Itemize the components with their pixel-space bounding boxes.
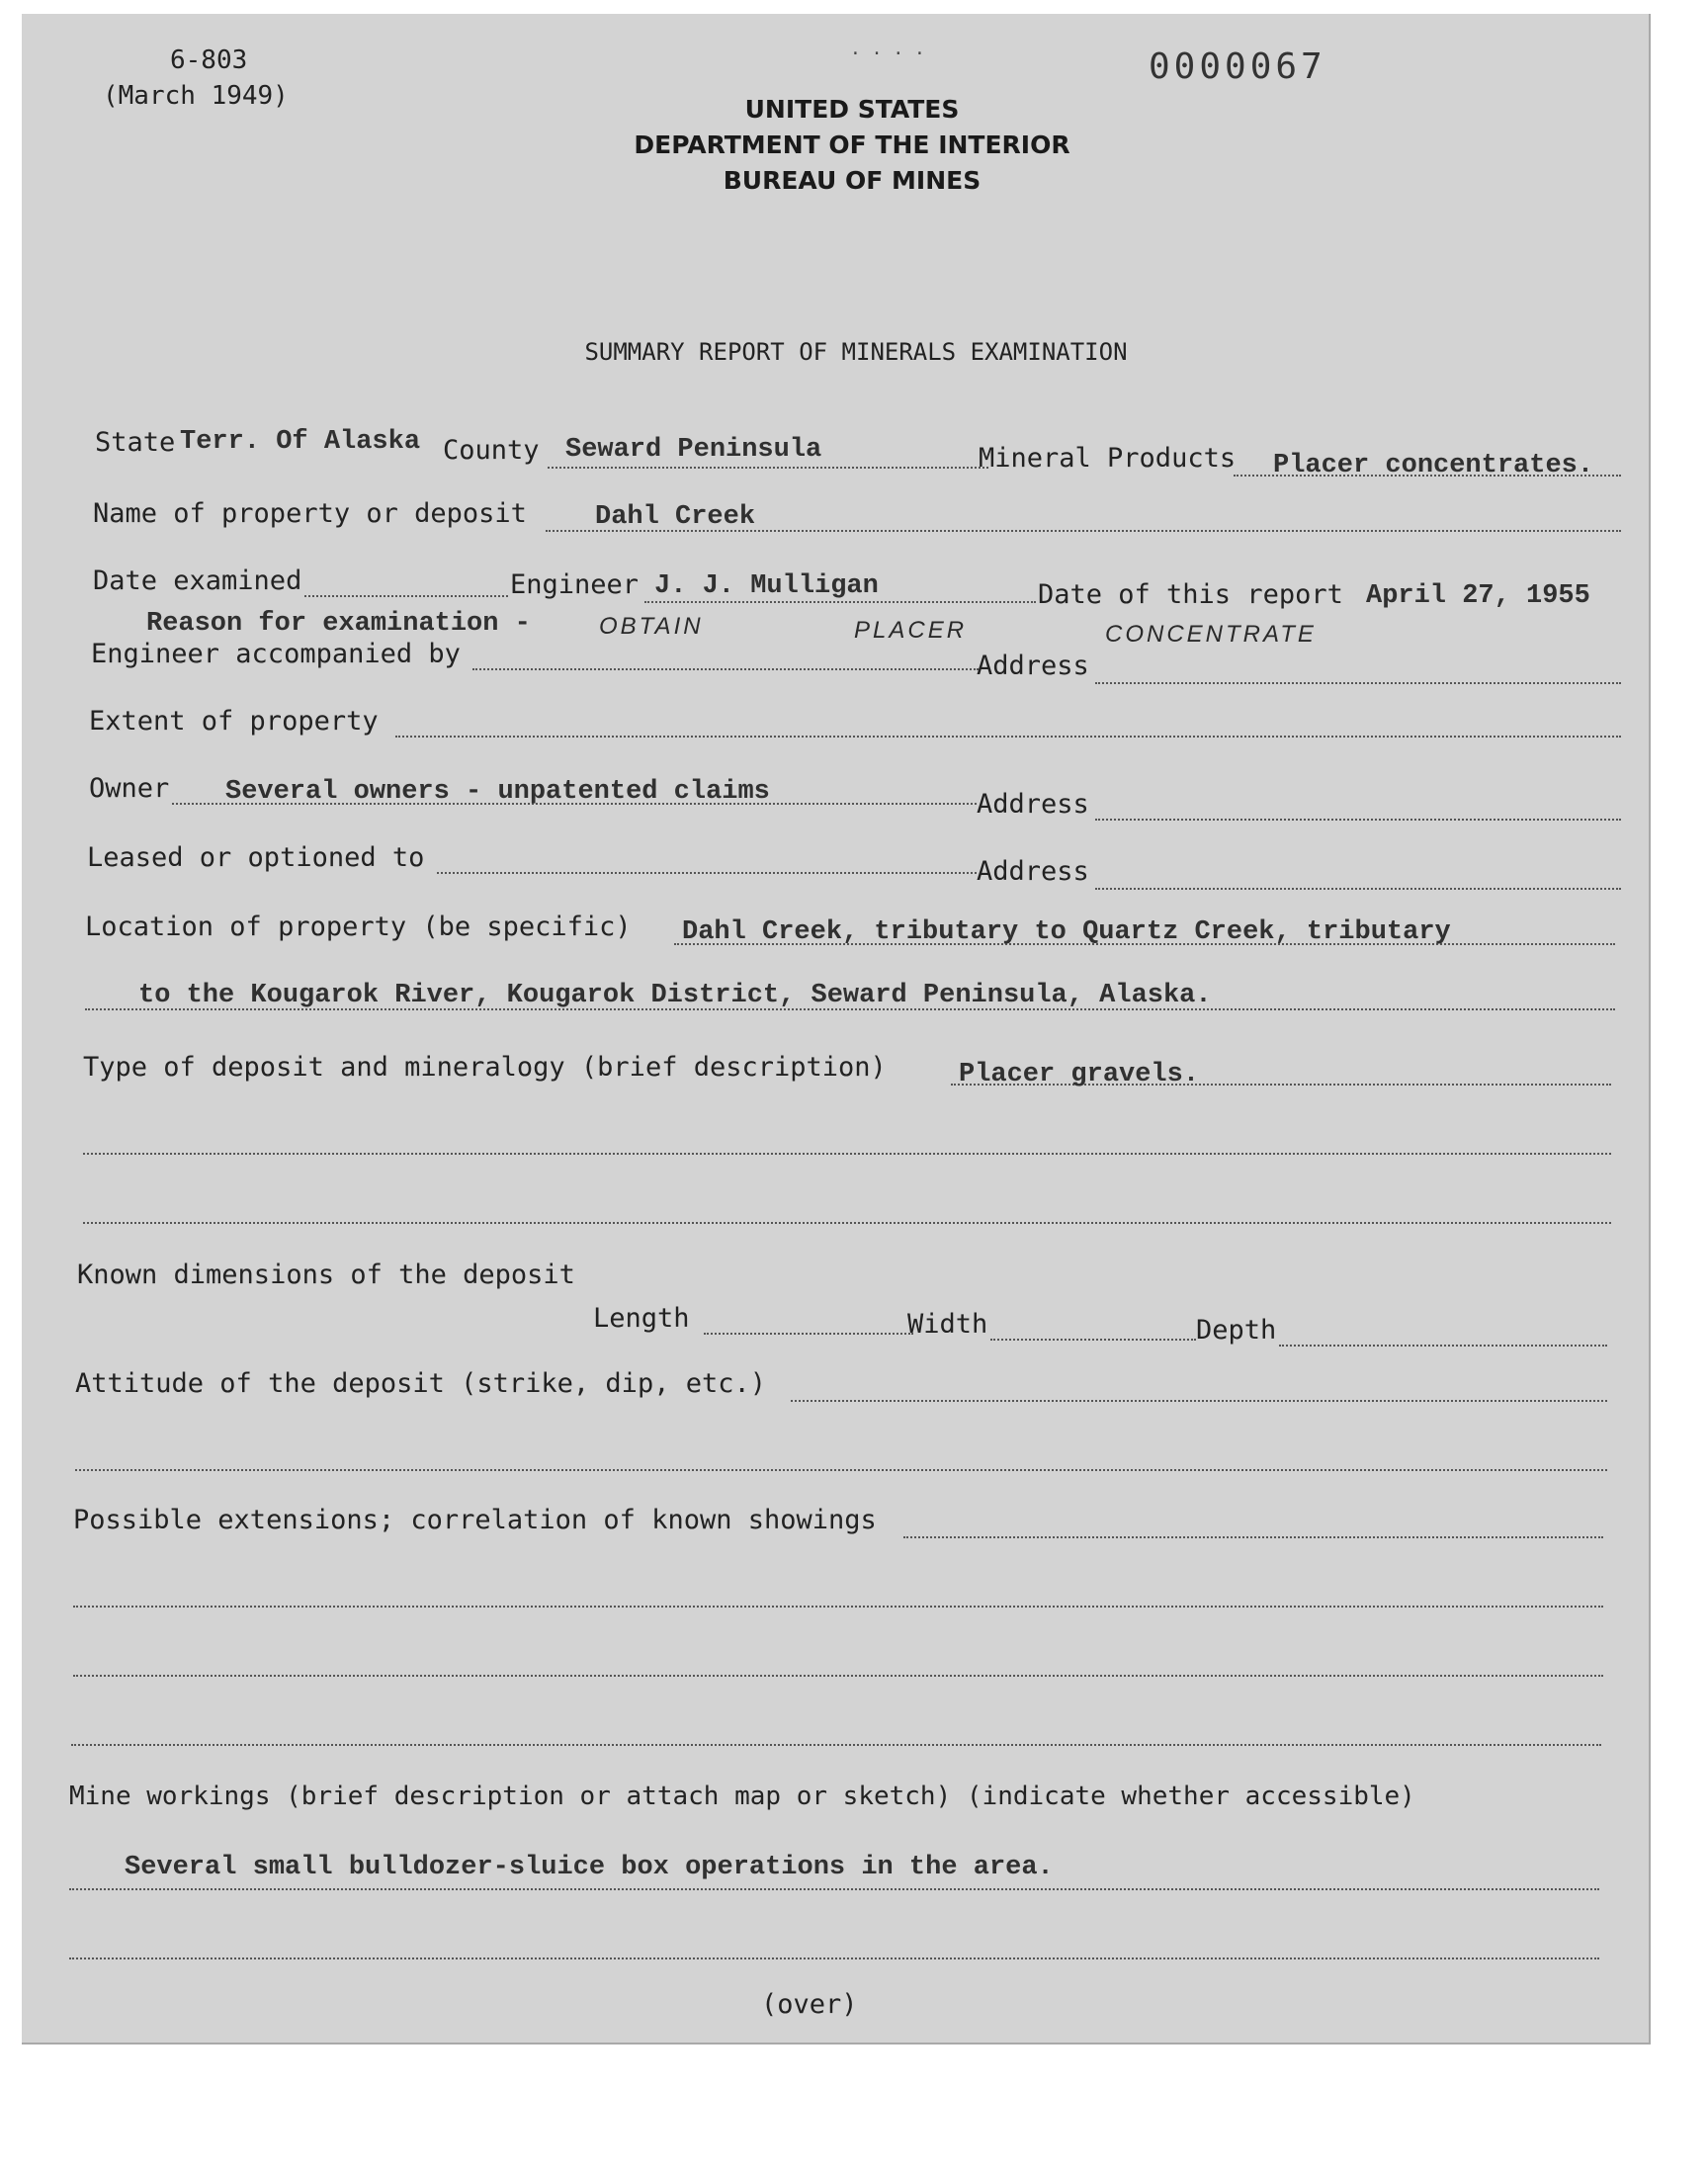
extensions-label: Possible extensions; correlation of known showings	[73, 1505, 877, 1535]
agency-line-1: UNITED STATES	[744, 95, 960, 124]
accompanied-address-label: Address	[977, 651, 1089, 681]
accompanied-address-line	[1095, 682, 1621, 684]
reason-label: Reason for examination -	[146, 609, 531, 639]
leased-address-line	[1095, 888, 1621, 890]
date-examined-label: Date examined	[93, 566, 302, 596]
type-line-2	[83, 1153, 1611, 1155]
form-number: 6-803	[170, 45, 248, 75]
attitude-label: Attitude of the deposit (strike, dip, etc.)	[75, 1368, 766, 1399]
engineer-label: Engineer	[510, 569, 640, 600]
agency-line-2: DEPARTMENT OF THE INTERIOR	[634, 130, 1070, 159]
leased-address-label: Address	[977, 856, 1089, 887]
depth-line	[1279, 1345, 1607, 1347]
workings-line-2	[69, 1958, 1599, 1959]
property-value: Dahl Creek	[595, 502, 756, 532]
location-value-2: to the Kougarok River, Kougarok District, Seward Peninsula, Alaska.	[138, 981, 1212, 1010]
leased-line	[437, 872, 977, 874]
type-value: Placer gravels.	[959, 1060, 1200, 1089]
reason-hand-2: PLACER	[854, 617, 968, 644]
property-label: Name of property or deposit	[93, 498, 527, 529]
extent-line	[395, 736, 1621, 738]
accompanied-label: Engineer accompanied by	[91, 639, 461, 669]
extent-label: Extent of property	[89, 706, 379, 737]
county-line	[548, 467, 988, 469]
footer-over: (over)	[761, 1989, 858, 2020]
extensions-line-4	[71, 1744, 1601, 1746]
location-label: Location of property (be specific)	[85, 912, 632, 942]
stray-marks: · · · ·	[850, 44, 925, 64]
report-date-label: Date of this report	[1038, 579, 1343, 610]
engineer-line	[644, 601, 1036, 603]
date-examined-line	[304, 595, 508, 597]
extensions-line-2	[73, 1606, 1603, 1608]
depth-label: Depth	[1196, 1315, 1277, 1346]
county-label: County	[443, 435, 540, 466]
accompanied-line	[472, 668, 979, 670]
form-edition: (March 1949)	[103, 81, 289, 111]
width-label: Width	[907, 1309, 988, 1340]
workings-line-1	[69, 1888, 1599, 1890]
attitude-line-1	[791, 1400, 1607, 1402]
document-sheet	[22, 14, 1651, 2044]
state-label: State	[95, 427, 176, 458]
owner-value: Several owners - unpatented claims	[225, 777, 770, 807]
report-date-value: April 27, 1955	[1366, 581, 1590, 611]
extensions-line-1	[903, 1536, 1603, 1538]
reason-hand-1: OBTAIN	[599, 613, 704, 640]
workings-label: Mine workings (brief description or attach map or sketch) (indicate whether accessible)	[69, 1782, 1415, 1811]
type-label: Type of deposit and mineralogy (brief description)	[83, 1052, 887, 1083]
products-label: Mineral Products	[979, 443, 1237, 474]
type-line-3	[83, 1222, 1611, 1224]
workings-value: Several small bulldozer-sluice box operations in the area.	[125, 1853, 1054, 1882]
county-value: Seward Peninsula	[565, 435, 822, 465]
length-label: Length	[593, 1303, 690, 1334]
dimensions-label: Known dimensions of the deposit	[77, 1260, 575, 1290]
reason-hand-3: CONCENTRATE	[1105, 621, 1317, 648]
location-value-1: Dahl Creek, tributary to Quartz Creek, tributary	[682, 917, 1451, 947]
engineer-value: J. J. Mulligan	[654, 571, 879, 601]
extensions-line-3	[73, 1675, 1603, 1677]
report-title: SUMMARY REPORT OF MINERALS EXAMINATION	[584, 338, 1128, 366]
products-value: Placer concentrates.	[1273, 451, 1594, 480]
owner-address-line	[1095, 819, 1621, 821]
width-line	[990, 1339, 1196, 1341]
length-line	[704, 1333, 913, 1335]
owner-address-label: Address	[977, 789, 1089, 820]
attitude-line-2	[75, 1469, 1607, 1471]
agency-line-3: BUREAU OF MINES	[723, 166, 982, 195]
serial-number: 0000067	[1149, 46, 1326, 87]
owner-label: Owner	[89, 773, 170, 804]
state-value: Terr. Of Alaska	[180, 427, 421, 457]
leased-label: Leased or optioned to	[87, 842, 425, 873]
